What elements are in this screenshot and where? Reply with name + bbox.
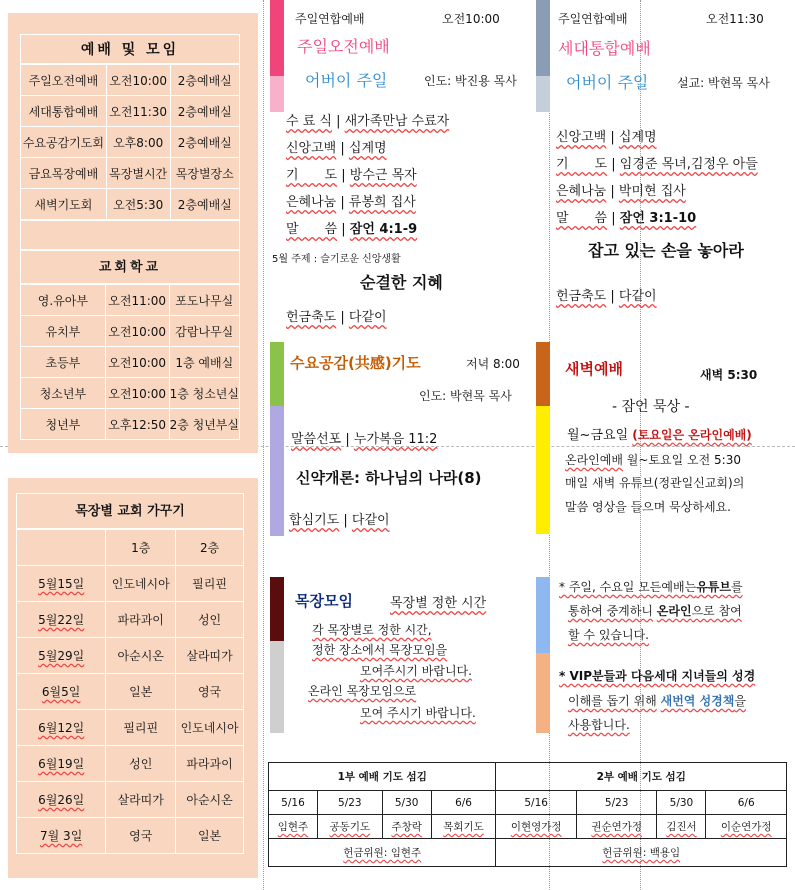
integrated-offering-value: 다같이 bbox=[618, 289, 657, 304]
dawn-title: 새벽예배 bbox=[565, 360, 623, 378]
table-cell: 6월5일 bbox=[17, 674, 106, 710]
garden-title: 목장별 교회 가꾸기 bbox=[16, 493, 244, 529]
order-item: 신앙고백 | 십계명 bbox=[286, 141, 387, 156]
dawn-bar bbox=[536, 342, 550, 406]
dawn-online-label: 온라인예배 bbox=[565, 453, 623, 467]
order-item-value: 잠언 4:1-9 bbox=[349, 222, 418, 237]
wednesday-scripture-label: 말씀선포 bbox=[291, 432, 342, 447]
sunday-sermon: 순결한 지혜 bbox=[360, 273, 443, 292]
order-item-label: 기 도 bbox=[556, 157, 608, 172]
order-item: 말 씀 | 잠언 4:1-9 bbox=[286, 222, 418, 237]
integrated-bar bbox=[536, 0, 550, 76]
table-cell: 성인 bbox=[106, 746, 176, 782]
order-item-label: 은혜나눔 bbox=[556, 184, 607, 199]
wednesday-prayer-label: 합심기도 bbox=[289, 513, 340, 528]
server-date: 5/30 bbox=[382, 791, 431, 815]
server-date: 5/16 bbox=[496, 791, 577, 815]
table-row bbox=[21, 285, 240, 316]
table-row bbox=[21, 316, 240, 347]
servers-names-row bbox=[269, 815, 787, 839]
server-name: 임현주 bbox=[269, 815, 318, 839]
order-item: 기 도 | 방수근 목자 bbox=[286, 168, 417, 183]
order-item: 수 료 식 | 새가족만남 수료자 bbox=[286, 114, 450, 129]
sunday-bar bbox=[270, 0, 284, 76]
cell-subtitle: 목장별 정한 시간 bbox=[390, 596, 487, 611]
prayer-servers-table bbox=[268, 762, 787, 867]
wednesday-prayer-value: 다같이 bbox=[351, 513, 390, 528]
order-item-value: 십계명 bbox=[348, 141, 387, 156]
table-row bbox=[17, 818, 244, 854]
table-cell: 유치부 bbox=[21, 316, 106, 347]
garden-table bbox=[16, 529, 244, 854]
wednesday-prayer: 합심기도 | 다같이 bbox=[289, 513, 390, 528]
server-name: 공동기도 bbox=[317, 815, 382, 839]
wednesday-title: 수요공감(共感)기도 bbox=[290, 354, 421, 372]
table-row bbox=[21, 158, 240, 189]
table-cell: 살라띠가 bbox=[106, 782, 176, 818]
cell-line-1: 각 목장별로 정한 시간, bbox=[312, 623, 432, 637]
integrated-sermon: 잡고 있는 손을 놓아라 bbox=[588, 241, 744, 260]
table-row bbox=[17, 746, 244, 782]
table-row bbox=[21, 96, 240, 127]
cell-bar-light bbox=[270, 641, 284, 733]
table-row bbox=[21, 409, 240, 440]
integrated-label: 주일연합예배 bbox=[558, 12, 628, 26]
integrated-time: 오전11:30 bbox=[706, 12, 764, 26]
table-row bbox=[21, 127, 240, 158]
wednesday-bar bbox=[270, 342, 284, 406]
sunday-title: 주일오전예배 bbox=[297, 37, 390, 56]
order-item-label: 기 도 bbox=[286, 168, 338, 183]
table-cell: 목장별시간 bbox=[106, 158, 170, 189]
sunday-theme: 5월 주제 : 슬기로운 신앙생활 bbox=[272, 254, 401, 265]
table-cell: 6월19일 bbox=[17, 746, 106, 782]
table-cell: 세대통합예배 bbox=[21, 96, 107, 127]
table-cell: 살라띠가 bbox=[176, 638, 244, 674]
table-row bbox=[17, 602, 244, 638]
integrated-bar-light bbox=[536, 76, 550, 112]
sunday-label: 주일연합예배 bbox=[295, 12, 365, 26]
table-cell: 주일오전예배 bbox=[21, 65, 107, 96]
table-row bbox=[21, 378, 240, 409]
table-cell: 5월15일 bbox=[17, 566, 106, 602]
table-cell: 청년부 bbox=[21, 409, 106, 440]
order-item-value: 새가족만남 수료자 bbox=[344, 114, 450, 129]
order-item-label: 말 씀 bbox=[556, 211, 608, 226]
table-cell: 청소년부 bbox=[21, 378, 106, 409]
column-guide bbox=[263, 0, 264, 890]
table-cell: 1층 예배실 bbox=[169, 347, 239, 378]
notice-1-line-1: * 주일, 수요일 모든예배는유튜브를 bbox=[559, 580, 743, 594]
offering-2: 헌금위원: 백용임 bbox=[496, 839, 787, 867]
sunday-bar-light bbox=[270, 76, 284, 112]
table-cell: 6월12일 bbox=[17, 710, 106, 746]
table-row bbox=[21, 347, 240, 378]
notice-bar bbox=[536, 577, 550, 653]
table-cell: 5월29일 bbox=[17, 638, 106, 674]
table-cell: 2층예배실 bbox=[170, 65, 239, 96]
table-cell: 파라과이 bbox=[106, 602, 176, 638]
table-cell: 오전5:30 bbox=[106, 189, 170, 220]
table-row bbox=[21, 189, 240, 220]
table-cell: 오후8:00 bbox=[106, 127, 170, 158]
cell-line-2: 정한 장소에서 목장모임을 bbox=[312, 643, 448, 657]
servers-dates-row bbox=[269, 791, 787, 815]
server-name: 김진서 bbox=[657, 815, 706, 839]
order-item-value: 방수근 목자 bbox=[349, 168, 417, 183]
part2-header: 2부 예배 기도 섬김 bbox=[496, 763, 787, 791]
sunday-subtitle: 어버이 주일 bbox=[305, 71, 388, 90]
order-item-label: 신앙고백 bbox=[556, 130, 607, 145]
table-cell: 영.유아부 bbox=[21, 285, 106, 316]
dawn-online-time: 월~토요일 오전 5:30 bbox=[626, 453, 741, 467]
table-cell: 오전11:00 bbox=[105, 285, 169, 316]
table-row bbox=[17, 566, 244, 602]
order-item-value: 임경준 목녀,김정우 아들 bbox=[619, 157, 758, 172]
sunday-offering-value: 다같이 bbox=[348, 310, 387, 325]
table-header-cell bbox=[17, 530, 106, 566]
table-cell: 6월26일 bbox=[17, 782, 106, 818]
worship-table bbox=[20, 64, 240, 220]
wednesday-time: 저녁 8:00 bbox=[466, 357, 520, 371]
notice-2-line-3: 사용합니다. bbox=[568, 718, 630, 732]
order-item: 은혜나눔 | 박미현 집사 bbox=[556, 184, 686, 199]
cell-line-5: 모여 주시기 바랍니다. bbox=[360, 706, 476, 720]
table-cell: 5월22일 bbox=[17, 602, 106, 638]
table-cell: 목장별장소 bbox=[170, 158, 239, 189]
cell-title: 목장모임 bbox=[295, 592, 353, 610]
table-cell: 파라과이 bbox=[176, 746, 244, 782]
cell-line-4: 온라인 목장모임으로 bbox=[308, 684, 417, 698]
wednesday-scripture-value: 누가복음 11:2 bbox=[353, 432, 438, 447]
table-cell: 일본 bbox=[176, 818, 244, 854]
order-item-label: 은혜나눔 bbox=[286, 195, 337, 210]
order-item: 말 씀 | 잠언 3:1-10 bbox=[556, 211, 697, 226]
order-item-value: 잠언 3:1-10 bbox=[619, 211, 697, 226]
wednesday-leader: 인도: 박현목 목사 bbox=[419, 389, 512, 403]
sunday-time: 오전10:00 bbox=[442, 12, 500, 26]
sunday-offering-label: 헌금축도 bbox=[286, 310, 337, 325]
notice-1-line-3: 할 수 있습니다. bbox=[568, 628, 649, 642]
table-header-cell: 1층 bbox=[106, 530, 176, 566]
table-cell: 인도네시아 bbox=[106, 566, 176, 602]
table-row bbox=[21, 65, 240, 96]
table-cell: 새벽기도회 bbox=[21, 189, 107, 220]
part1-header: 1부 예배 기도 섬김 bbox=[269, 763, 496, 791]
table-cell: 포도나무실 bbox=[169, 285, 239, 316]
table-cell: 오전10:00 bbox=[106, 65, 170, 96]
table-cell: 2층예배실 bbox=[170, 189, 239, 220]
sunday-offering: 헌금축도 | 다같이 bbox=[286, 310, 387, 325]
table-cell: 2층 청년부실 bbox=[169, 409, 239, 440]
table-cell: 성인 bbox=[176, 602, 244, 638]
table-cell: 영국 bbox=[176, 674, 244, 710]
dawn-subtitle: - 잠언 묵상 - bbox=[612, 399, 690, 415]
table-cell: 필리핀 bbox=[176, 566, 244, 602]
cell-bar bbox=[270, 577, 284, 641]
order-item-value: 류봉희 집사 bbox=[348, 195, 416, 210]
table-cell: 영국 bbox=[106, 818, 176, 854]
server-name: 권순연가정 bbox=[576, 815, 657, 839]
server-date: 5/30 bbox=[657, 791, 706, 815]
spacer-row bbox=[20, 220, 240, 250]
table-cell: 인도네시아 bbox=[176, 710, 244, 746]
notice-1-line-2: 통하여 중계하니 온라인으로 참여 bbox=[568, 604, 742, 618]
table-cell: 오전10:00 bbox=[105, 316, 169, 347]
school-title: 교회학교 bbox=[20, 250, 240, 284]
server-name: 목회기도 bbox=[431, 815, 496, 839]
table-cell: 일본 bbox=[106, 674, 176, 710]
dawn-online bbox=[565, 451, 741, 468]
integrated-subtitle: 어버이 주일 bbox=[566, 73, 649, 92]
order-item-label: 말 씀 bbox=[286, 222, 338, 237]
table-row bbox=[17, 782, 244, 818]
order-item: 기 도 | 임경준 목녀,김정우 아들 bbox=[556, 157, 758, 172]
table-cell: 필리핀 bbox=[106, 710, 176, 746]
order-item-label: 신앙고백 bbox=[286, 141, 337, 156]
table-cell: 감람나무실 bbox=[169, 316, 239, 347]
servers-header-row bbox=[269, 763, 787, 791]
server-date: 5/23 bbox=[576, 791, 657, 815]
table-cell: 1층 청소년실 bbox=[169, 378, 239, 409]
table-cell: 아순시온 bbox=[176, 782, 244, 818]
server-date: 6/6 bbox=[706, 791, 787, 815]
wednesday-bar-light bbox=[270, 406, 284, 536]
offering-1: 헌금위원: 임현주 bbox=[269, 839, 496, 867]
server-name: 이현영가정 bbox=[496, 815, 577, 839]
table-cell: 오전11:30 bbox=[106, 96, 170, 127]
server-date: 6/6 bbox=[431, 791, 496, 815]
notice-2-line-2: 이해를 돕기 위해 새번역 성경책을 bbox=[568, 694, 746, 708]
table-row bbox=[17, 638, 244, 674]
wednesday-scripture: 말씀선포 | 누가복음 11:2 bbox=[291, 432, 438, 447]
server-name: 주창락 bbox=[382, 815, 431, 839]
table-cell: 7월 3일 bbox=[17, 818, 106, 854]
table-cell: 2층예배실 bbox=[170, 96, 239, 127]
cell-line-3: 모여주시기 바랍니다. bbox=[360, 664, 472, 678]
dawn-time: 새벽 5:30 bbox=[700, 368, 758, 382]
sunday-leader: 인도: 박진용 목사 bbox=[424, 74, 517, 88]
order-item-value: 십계명 bbox=[618, 130, 657, 145]
table-cell: 2층예배실 bbox=[170, 127, 239, 158]
worship-title: 예배 및 모임 bbox=[20, 34, 240, 64]
order-item: 신앙고백 | 십계명 bbox=[556, 130, 657, 145]
notice-2-line-1: * VIP분들과 다음세대 지녀들의 성경 bbox=[559, 669, 756, 683]
wednesday-sermon: 신약개론: 하나님의 나라(8) bbox=[296, 469, 482, 487]
notice-bar-light bbox=[536, 653, 550, 733]
table-cell: 오후12:50 bbox=[105, 409, 169, 440]
table-cell: 오전10:00 bbox=[105, 347, 169, 378]
table-header-cell: 2층 bbox=[176, 530, 244, 566]
dawn-desc2: 말씀 영상을 들으며 묵상하세요. bbox=[565, 500, 731, 514]
table-row bbox=[17, 710, 244, 746]
table-cell: 금요목장예배 bbox=[21, 158, 107, 189]
dawn-days bbox=[567, 424, 752, 443]
integrated-leader: 설교: 박현목 목사 bbox=[677, 76, 770, 90]
integrated-offering-label: 헌금축도 bbox=[556, 289, 607, 304]
dawn-desc1: 매일 새벽 유튜브(정관일신교회)의 bbox=[565, 476, 745, 490]
dawn-days-note: (토요일은 온라인예배) bbox=[632, 428, 752, 442]
table-cell: 아순시온 bbox=[106, 638, 176, 674]
server-name: 이순연가정 bbox=[706, 815, 787, 839]
school-table bbox=[20, 284, 240, 440]
integrated-offering: 헌금축도 | 다같이 bbox=[556, 289, 657, 304]
table-row bbox=[17, 674, 244, 710]
dawn-bar-light bbox=[536, 406, 550, 534]
order-item-value: 박미현 집사 bbox=[618, 184, 686, 199]
order-item: 은혜나눔 | 류봉희 집사 bbox=[286, 195, 416, 210]
order-item-label: 수 료 식 bbox=[286, 114, 332, 129]
server-date: 5/23 bbox=[317, 791, 382, 815]
table-cell: 초등부 bbox=[21, 347, 106, 378]
server-date: 5/16 bbox=[269, 791, 318, 815]
table-cell: 오전10:00 bbox=[105, 378, 169, 409]
dawn-days-label: 월~금요일 bbox=[567, 428, 629, 443]
integrated-title: 세대통합예배 bbox=[558, 39, 651, 58]
table-cell: 수요공감기도회 bbox=[21, 127, 107, 158]
servers-offering-row bbox=[269, 839, 787, 867]
table-header-row bbox=[17, 530, 244, 566]
